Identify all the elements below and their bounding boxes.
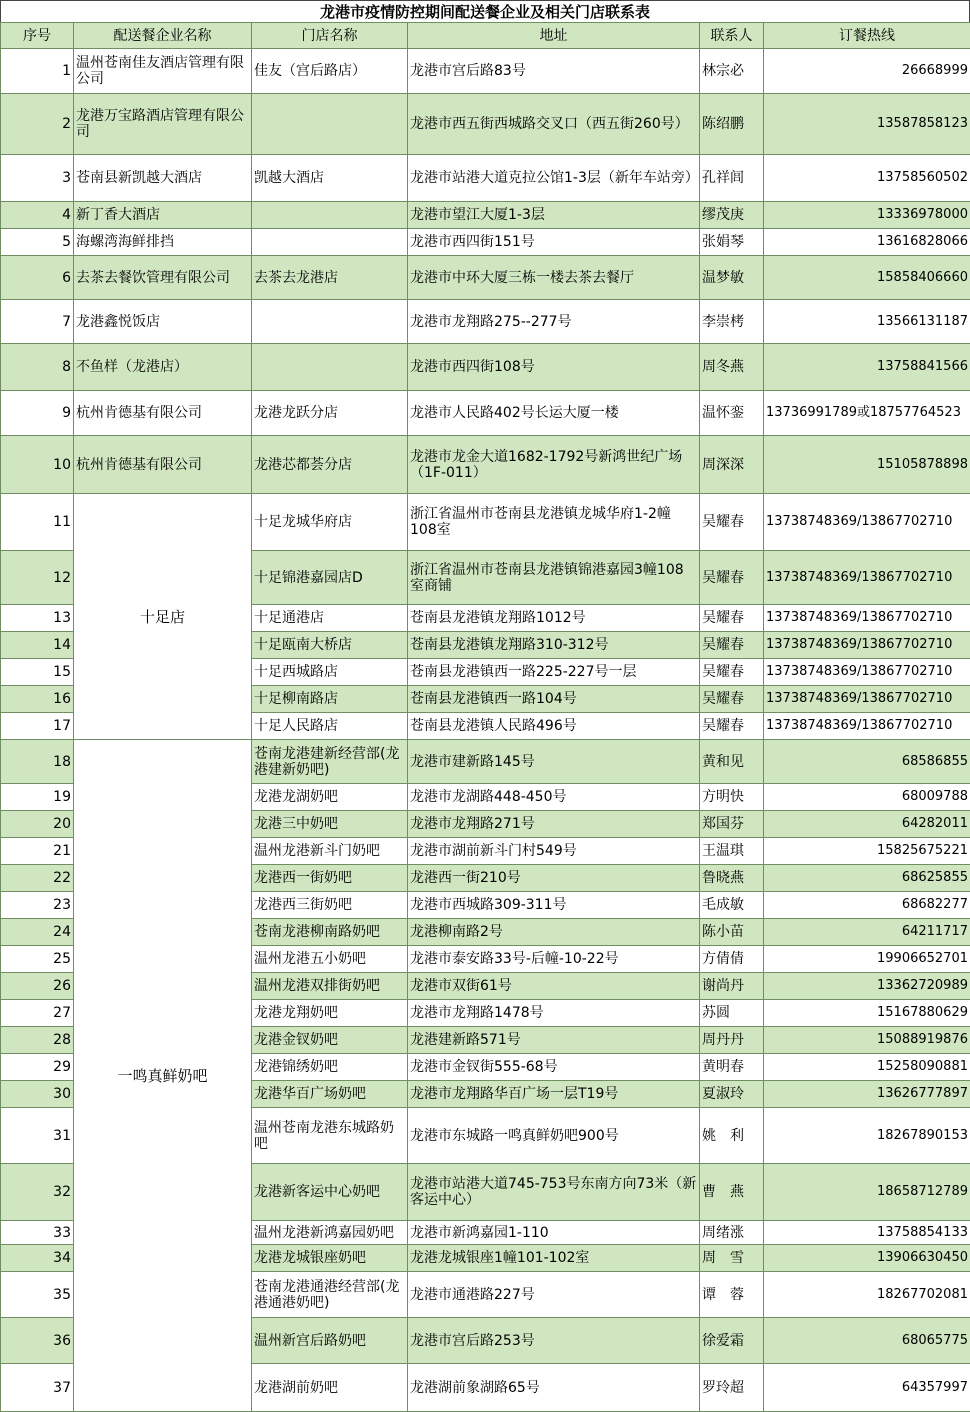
- row-number: 23: [1, 892, 74, 919]
- order-hotline: 13906630450: [764, 1245, 970, 1272]
- order-hotline: 13738748369/13867702710: [764, 494, 970, 551]
- contact-person: 郑国芬: [700, 811, 764, 838]
- table-body: [1, 49, 970, 1412]
- address: 龙港市龙翔路275--277号: [408, 300, 700, 344]
- row-number: 34: [1, 1245, 74, 1272]
- order-hotline: 13362720989: [764, 973, 970, 1000]
- order-hotline: 18267702081: [764, 1272, 970, 1318]
- store-name: 龙港华百广场奶吧: [252, 1081, 408, 1108]
- address: 苍南县龙港镇人民路496号: [408, 713, 700, 740]
- contact-person: 陈绍鹏: [700, 94, 764, 155]
- column-header-contact: 联系人: [700, 23, 764, 49]
- address: 龙港市龙湖路448-450号: [408, 784, 700, 811]
- table-row: [1, 49, 970, 94]
- address: 龙港市宫后路253号: [408, 1318, 700, 1364]
- row-number: 2: [1, 94, 74, 155]
- contact-person: 张娟琴: [700, 229, 764, 256]
- order-hotline: 13738748369/13867702710: [764, 632, 970, 659]
- store-name: 苍南龙港建新经营部(龙港建新奶吧): [252, 740, 408, 784]
- store-name: 龙港金钗奶吧: [252, 1027, 408, 1054]
- store-name: 温州龙港新鸿嘉园奶吧: [252, 1221, 408, 1245]
- address: 龙港市龙翔路271号: [408, 811, 700, 838]
- address: 龙港市人民路402号长运大厦一楼: [408, 391, 700, 436]
- address: 龙港市东城路一鸣真鲜奶吧900号: [408, 1108, 700, 1164]
- address: 龙港市泰安路33号-后幢-10-22号: [408, 946, 700, 973]
- store-name: [252, 202, 408, 229]
- store-name: 十足西城路店: [252, 659, 408, 686]
- contact-person: 黄和见: [700, 740, 764, 784]
- row-number: 28: [1, 1027, 74, 1054]
- contact-person: 谭 蓉: [700, 1272, 764, 1318]
- row-number: 29: [1, 1054, 74, 1081]
- row-number: 26: [1, 973, 74, 1000]
- table-row: [1, 155, 970, 202]
- order-hotline: 13738748369/13867702710: [764, 713, 970, 740]
- company-name: 一鸣真鲜奶吧: [74, 740, 252, 1412]
- company-name: 杭州肯德基有限公司: [74, 391, 252, 436]
- address: 龙港市通港路227号: [408, 1272, 700, 1318]
- store-name: [252, 229, 408, 256]
- address: 苍南县龙港镇西一路104号: [408, 686, 700, 713]
- order-hotline: 64211717: [764, 919, 970, 946]
- contact-person: 吴耀春: [700, 632, 764, 659]
- address: 龙港湖前象湖路65号: [408, 1364, 700, 1412]
- contact-person: 周丹丹: [700, 1027, 764, 1054]
- contact-person: 黄明春: [700, 1054, 764, 1081]
- company-name: 十足店: [74, 494, 252, 740]
- order-hotline: 68065775: [764, 1318, 970, 1364]
- row-number: 33: [1, 1221, 74, 1245]
- row-number: 36: [1, 1318, 74, 1364]
- address: 龙港市龙金大道1682-1792号新鸿世纪广场（1F-011）: [408, 436, 700, 494]
- row-number: 37: [1, 1364, 74, 1412]
- contact-person: 罗玲超: [700, 1364, 764, 1412]
- row-number: 4: [1, 202, 74, 229]
- store-name: 龙港三中奶吧: [252, 811, 408, 838]
- contact-person: 夏淑玲: [700, 1081, 764, 1108]
- company-name: 杭州肯德基有限公司: [74, 436, 252, 494]
- store-name: 十足锦港嘉园店D: [252, 551, 408, 605]
- row-number: 11: [1, 494, 74, 551]
- row-number: 16: [1, 686, 74, 713]
- order-hotline: 13616828066: [764, 229, 970, 256]
- store-name: 温州苍南龙港东城路奶吧: [252, 1108, 408, 1164]
- table-row: [1, 391, 970, 436]
- contact-person: 陈小苗: [700, 919, 764, 946]
- store-name: 十足瓯南大桥店: [252, 632, 408, 659]
- row-number: 35: [1, 1272, 74, 1318]
- contact-person: 孔祥闾: [700, 155, 764, 202]
- contact-person: 方倩倩: [700, 946, 764, 973]
- order-hotline: 68682277: [764, 892, 970, 919]
- row-number: 18: [1, 740, 74, 784]
- row-number: 32: [1, 1164, 74, 1221]
- order-hotline: 15088919876: [764, 1027, 970, 1054]
- row-number: 25: [1, 946, 74, 973]
- address: 龙港市金钗街555-68号: [408, 1054, 700, 1081]
- contact-person: 吴耀春: [700, 713, 764, 740]
- order-hotline: 15258090881: [764, 1054, 970, 1081]
- address: 苍南县龙港镇西一路225-227号一层: [408, 659, 700, 686]
- contact-person: 周冬燕: [700, 344, 764, 391]
- contact-person: 毛成敏: [700, 892, 764, 919]
- address: 龙港市西四街151号: [408, 229, 700, 256]
- contact-person: 李崇栲: [700, 300, 764, 344]
- store-name: 苍南龙港通港经营部(龙港通港奶吧): [252, 1272, 408, 1318]
- order-hotline: 15105878898: [764, 436, 970, 494]
- address: 龙港市龙翔路华百广场一层T19号: [408, 1081, 700, 1108]
- store-name: [252, 344, 408, 391]
- column-header-no: 序号: [1, 23, 74, 49]
- contact-person: 吴耀春: [700, 605, 764, 632]
- order-hotline: 13738748369/13867702710: [764, 551, 970, 605]
- address: 龙港市西五街西城路交叉口（西五街260号）: [408, 94, 700, 155]
- store-name: 凯越大酒店: [252, 155, 408, 202]
- store-name: 龙港龙跃分店: [252, 391, 408, 436]
- row-number: 12: [1, 551, 74, 605]
- contact-person: 吴耀春: [700, 686, 764, 713]
- store-name: [252, 94, 408, 155]
- contact-person: 周绪涨: [700, 1221, 764, 1245]
- row-number: 15: [1, 659, 74, 686]
- store-name: 十足龙城华府店: [252, 494, 408, 551]
- address: 龙港市龙翔路1478号: [408, 1000, 700, 1027]
- store-name: 十足柳南路店: [252, 686, 408, 713]
- store-name: 龙港锦绣奶吧: [252, 1054, 408, 1081]
- address: 龙港西一街210号: [408, 865, 700, 892]
- address: 龙港市西四街108号: [408, 344, 700, 391]
- column-header-address: 地址: [408, 23, 700, 49]
- address: 浙江省温州市苍南县龙港镇锦港嘉园3幢108室商铺: [408, 551, 700, 605]
- column-header-phone: 订餐热线: [764, 23, 970, 49]
- company-name: 温州苍南佳友酒店管理有限公司: [74, 49, 252, 94]
- table-row: [1, 94, 970, 155]
- order-hotline: 15858406660: [764, 256, 970, 300]
- store-name: [252, 300, 408, 344]
- address: 苍南县龙港镇龙翔路310-312号: [408, 632, 700, 659]
- order-hotline: 26668999: [764, 49, 970, 94]
- company-name: 苍南县新凯越大酒店: [74, 155, 252, 202]
- contact-person: 姚 利: [700, 1108, 764, 1164]
- company-name: 龙港万宝路酒店管理有限公司: [74, 94, 252, 155]
- store-name: 龙港新客运中心奶吧: [252, 1164, 408, 1221]
- contact-person: 徐爱霜: [700, 1318, 764, 1364]
- store-name: 温州龙港五小奶吧: [252, 946, 408, 973]
- table-row: [1, 202, 970, 229]
- store-name: 龙港龙湖奶吧: [252, 784, 408, 811]
- table-row: [1, 740, 970, 784]
- store-name: 龙港西一街奶吧: [252, 865, 408, 892]
- order-hotline: 13587858123: [764, 94, 970, 155]
- address: 龙港市宫后路83号: [408, 49, 700, 94]
- contact-person: 林宗必: [700, 49, 764, 94]
- contact-person: 方明快: [700, 784, 764, 811]
- row-number: 24: [1, 919, 74, 946]
- row-number: 6: [1, 256, 74, 300]
- row-number: 31: [1, 1108, 74, 1164]
- store-name: 龙港龙城银座奶吧: [252, 1245, 408, 1272]
- row-number: 13: [1, 605, 74, 632]
- address: 龙港市湖前新斗门村549号: [408, 838, 700, 865]
- address: 龙港市站港大道克拉公馆1-3层（新年车站旁）: [408, 155, 700, 202]
- order-hotline: 64282011: [764, 811, 970, 838]
- row-number: 8: [1, 344, 74, 391]
- row-number: 27: [1, 1000, 74, 1027]
- company-name: 不鱼样（龙港店）: [74, 344, 252, 391]
- row-number: 21: [1, 838, 74, 865]
- contact-person: 谢尚丹: [700, 973, 764, 1000]
- row-number: 9: [1, 391, 74, 436]
- order-hotline: 13738748369/13867702710: [764, 686, 970, 713]
- contact-person: 温梦敏: [700, 256, 764, 300]
- order-hotline: 68586855: [764, 740, 970, 784]
- address: 龙港市双街61号: [408, 973, 700, 1000]
- contact-person: 吴耀春: [700, 494, 764, 551]
- order-hotline: 68625855: [764, 865, 970, 892]
- company-name: 新丁香大酒店: [74, 202, 252, 229]
- table-row: [1, 494, 970, 551]
- address: 龙港柳南路2号: [408, 919, 700, 946]
- table-row: [1, 300, 970, 344]
- contact-person: 吴耀春: [700, 551, 764, 605]
- address: 龙港市中环大厦三栋一楼去茶去餐厅: [408, 256, 700, 300]
- order-hotline: 13738748369/13867702710: [764, 659, 970, 686]
- contact-person: 温怀銮: [700, 391, 764, 436]
- store-name: 十足人民路店: [252, 713, 408, 740]
- address: 龙港市望江大厦1-3层: [408, 202, 700, 229]
- company-name: 海螺湾海鲜排挡: [74, 229, 252, 256]
- row-number: 30: [1, 1081, 74, 1108]
- order-hotline: 15825675221: [764, 838, 970, 865]
- row-number: 5: [1, 229, 74, 256]
- company-name: 去茶去餐饮管理有限公司: [74, 256, 252, 300]
- row-number: 17: [1, 713, 74, 740]
- address: 龙港市西城路309-311号: [408, 892, 700, 919]
- store-name: 龙港芯都荟分店: [252, 436, 408, 494]
- table-row: [1, 229, 970, 256]
- contact-person: 缪茂庚: [700, 202, 764, 229]
- row-number: 1: [1, 49, 74, 94]
- contact-table: [0, 22, 970, 1412]
- order-hotline: 68009788: [764, 784, 970, 811]
- order-hotline: 13736991789或18757764523: [764, 391, 970, 436]
- address: 龙港龙城银座1幢101-102室: [408, 1245, 700, 1272]
- store-name: 去茶去龙港店: [252, 256, 408, 300]
- store-name: 龙港湖前奶吧: [252, 1364, 408, 1412]
- order-hotline: 13758560502: [764, 155, 970, 202]
- address: 龙港市站港大道745-753号东南方向73米（新客运中心）: [408, 1164, 700, 1221]
- contact-person: 鲁晓燕: [700, 865, 764, 892]
- table-row: [1, 436, 970, 494]
- order-hotline: 18267890153: [764, 1108, 970, 1164]
- row-number: 20: [1, 811, 74, 838]
- store-name: 龙港西三街奶吧: [252, 892, 408, 919]
- order-hotline: 18658712789: [764, 1164, 970, 1221]
- store-name: 温州新宫后路奶吧: [252, 1318, 408, 1364]
- order-hotline: 13738748369/13867702710: [764, 605, 970, 632]
- address: 龙港市建新路145号: [408, 740, 700, 784]
- table-row: [1, 256, 970, 300]
- contact-person: 周深深: [700, 436, 764, 494]
- order-hotline: 64357997: [764, 1364, 970, 1412]
- order-hotline: 13336978000: [764, 202, 970, 229]
- row-number: 10: [1, 436, 74, 494]
- row-number: 7: [1, 300, 74, 344]
- order-hotline: 13626777897: [764, 1081, 970, 1108]
- order-hotline: 19906652701: [764, 946, 970, 973]
- order-hotline: 13758854133: [764, 1221, 970, 1245]
- address: 苍南县龙港镇龙翔路1012号: [408, 605, 700, 632]
- contact-person: 周 雪: [700, 1245, 764, 1272]
- store-name: 温州龙港新斗门奶吧: [252, 838, 408, 865]
- order-hotline: 15167880629: [764, 1000, 970, 1027]
- store-name: 温州龙港双排街奶吧: [252, 973, 408, 1000]
- store-name: 十足通港店: [252, 605, 408, 632]
- contact-person: 苏圆: [700, 1000, 764, 1027]
- header-row: [1, 23, 970, 49]
- column-header-store: 门店名称: [252, 23, 408, 49]
- row-number: 22: [1, 865, 74, 892]
- column-header-company: 配送餐企业名称: [74, 23, 252, 49]
- contact-person: 吴耀春: [700, 659, 764, 686]
- order-hotline: 13566131187: [764, 300, 970, 344]
- address: 龙港市新鸿嘉园1-110: [408, 1221, 700, 1245]
- company-name: 龙港鑫悦饭店: [74, 300, 252, 344]
- store-name: 苍南龙港柳南路奶吧: [252, 919, 408, 946]
- row-number: 14: [1, 632, 74, 659]
- address: 浙江省温州市苍南县龙港镇龙城华府1-2幢108室: [408, 494, 700, 551]
- table-row: [1, 344, 970, 391]
- contact-person: 曹 燕: [700, 1164, 764, 1221]
- row-number: 19: [1, 784, 74, 811]
- address: 龙港建新路571号: [408, 1027, 700, 1054]
- page-title: 龙港市疫情防控期间配送餐企业及相关门店联系表: [0, 0, 970, 22]
- contact-person: 王温琪: [700, 838, 764, 865]
- order-hotline: 13758841566: [764, 344, 970, 391]
- store-name: 龙港龙翔奶吧: [252, 1000, 408, 1027]
- store-name: 佳友（宫后路店）: [252, 49, 408, 94]
- row-number: 3: [1, 155, 74, 202]
